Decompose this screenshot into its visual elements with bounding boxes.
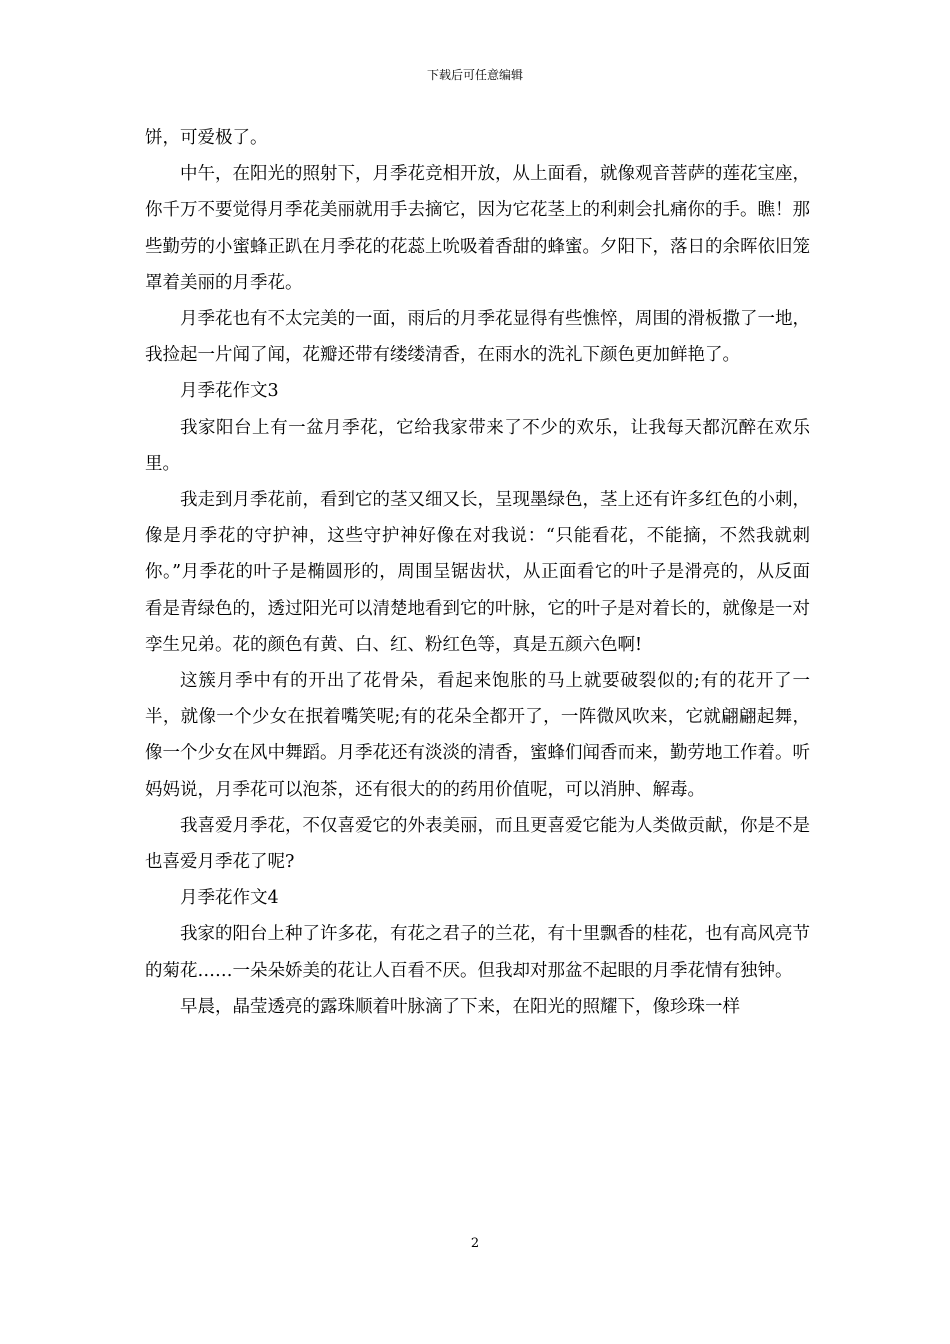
paragraph: 我家阳台上有一盆月季花，它给我家带来了不少的欢乐，让我每天都沉醉在欢乐里。 (145, 417, 810, 474)
section-heading: 月季花作文3 (180, 381, 279, 402)
paragraph: 这簇月季中有的开出了花骨朵，看起来饱胀的马上就要破裂似的;有的花开了一半，就像一个少女在抿着嘴笑呢;有的花朵全都开了，一阵微风吹来，它就翩翩起舞，像一个少女在风中舞蹈。月季花还有淡淡的清香，蜜蜂们闻香而来，勤劳地工作着。听妈妈说，月季花可以泡茶，还有很大的的药用价值呢，可以消肿、解毒。 (145, 671, 810, 800)
paragraph: 月季花也有不太完美的一面，雨后的月季花显得有些憔悴，周围的滑板撒了一地，我捡起一片闻了闻，花瓣还带有缕缕清香，在雨水的洗礼下颜色更加鲜艳了。 (145, 309, 810, 366)
page-header: 下载后可任意编辑 (426, 68, 523, 82)
page-number: 2 (470, 1236, 480, 1251)
paragraph: 我走到月季花前，看到它的茎又细又长，呈现墨绿色，茎上还有许多红色的小刺，像是月季花的守护神，这些守护神好像在对我说：“只能看花，不能摘，不然我就刺你。”月季花的叶子是椭圆形的，周围呈锯齿状，从正面看它的叶子是滑亮的，从反面看是青绿色的，透过阳光可以清楚地看到它的叶脉，它的叶子是对着长的，就像是一对孪生兄弟。花的颜色有黄、白、红、粉红色等，真是五颜六色啊! (145, 490, 810, 655)
paragraph: 我家的阳台上种了许多花，有花之君子的兰花，有十里飘香的桂花，也有高风亮节的菊花……一朵朵娇美的花让人百看不厌。但我却对那盆不起眼的月季花情有独钟。 (145, 924, 810, 981)
paragraph: 饼，可爱极了。 (145, 128, 268, 148)
document-body (145, 120, 810, 1025)
section-heading: 月季花作文4 (180, 888, 279, 909)
paragraph: 中午，在阳光的照射下，月季花竞相开放，从上面看，就像观音菩萨的莲花宝座，你千万不要觉得月季花美丽就用手去摘它，因为它花茎上的利刺会扎痛你的手。瞧！那些勤劳的小蜜蜂正趴在月季花的花蕊上吮吸着香甜的蜂蜜。夕阳下，落日的余晖依旧笼罩着美丽的月季花。 (145, 164, 810, 293)
paragraph: 早晨，晶莹透亮的露珠顺着叶脉滴了下来，在阳光的照耀下，像珍珠一样 (180, 996, 740, 1017)
paragraph: 我喜爱月季花，不仅喜爱它的外表美丽，而且更喜爱它能为人类做贡献，你是不是也喜爱月季花了呢? (145, 815, 810, 873)
